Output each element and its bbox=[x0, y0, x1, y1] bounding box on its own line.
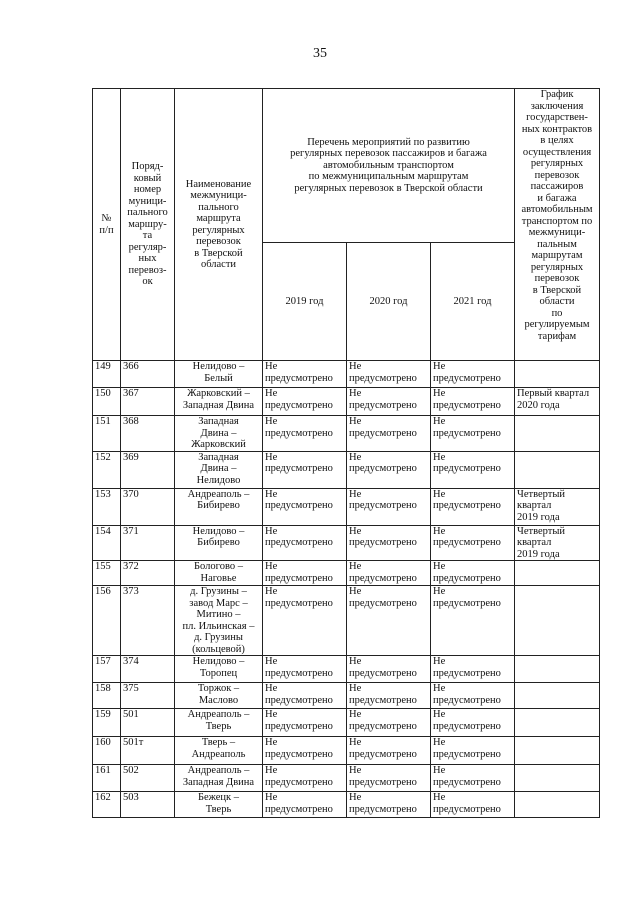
event-2019: Не предусмотрено bbox=[263, 737, 347, 765]
event-2020: Не предусмотрено bbox=[347, 488, 431, 525]
event-2021: Не предусмотрено bbox=[431, 561, 515, 586]
table-row bbox=[93, 388, 600, 416]
table-row bbox=[93, 656, 600, 683]
schedule-cell bbox=[515, 561, 600, 586]
page-number: 35 bbox=[313, 46, 327, 61]
event-2019: Не предусмотрено bbox=[263, 709, 347, 737]
route-name: Нелидово – Торопец bbox=[175, 656, 263, 683]
table-row bbox=[93, 525, 600, 561]
event-2019: Не предусмотрено bbox=[263, 361, 347, 388]
schedule-cell bbox=[515, 416, 600, 452]
event-2020: Не предусмотрено bbox=[347, 451, 431, 488]
route-name: Торжок – Маслово bbox=[175, 683, 263, 709]
row-number: 153 bbox=[93, 488, 121, 525]
header-route-name: Наименование межмуници- пального маршрута регулярных перевозок в Тверской области bbox=[175, 89, 263, 361]
header-events: Перечень мероприятий по развитию регулярных перевозок пассажиров и багажа автомобильным транспортом по межмуниципальным маршрутам регулярных перевозок в Тверской области bbox=[263, 89, 515, 243]
route-number: 372 bbox=[121, 561, 175, 586]
event-2020: Не предусмотрено bbox=[347, 361, 431, 388]
header-schedule: График заключения государствен- ных контрактов в целях осуществления регулярных перевозок пассажиров и багажа автомобильным транспортом по межмуници- пальным маршрутам регулярных перевозок в Тверской области по регулируемым тарифам bbox=[515, 89, 600, 361]
route-number: 501т bbox=[121, 737, 175, 765]
route-name: Андреаполь – Западная Двина bbox=[175, 765, 263, 792]
event-2020: Не предусмотрено bbox=[347, 709, 431, 737]
table-row bbox=[93, 416, 600, 452]
event-2021: Не предусмотрено bbox=[431, 709, 515, 737]
route-number: 501 bbox=[121, 709, 175, 737]
row-number: 159 bbox=[93, 709, 121, 737]
schedule-cell bbox=[515, 586, 600, 656]
event-2021: Не предусмотрено bbox=[431, 451, 515, 488]
route-name: д. Грузины – завод Марс – Митино – пл. Ильинская – д. Грузины (кольцевой) bbox=[175, 586, 263, 656]
event-2021: Не предусмотрено bbox=[431, 361, 515, 388]
table-row bbox=[93, 709, 600, 737]
table-row bbox=[93, 765, 600, 792]
route-name: Бежецк – Тверь bbox=[175, 792, 263, 818]
event-2021: Не предусмотрено bbox=[431, 416, 515, 452]
schedule-cell bbox=[515, 451, 600, 488]
event-2020: Не предусмотрено bbox=[347, 416, 431, 452]
schedule-cell bbox=[515, 709, 600, 737]
route-number: 374 bbox=[121, 656, 175, 683]
event-2021: Не предусмотрено bbox=[431, 656, 515, 683]
event-2021: Не предусмотрено bbox=[431, 388, 515, 416]
route-name: Западная Двина – Нелидово bbox=[175, 451, 263, 488]
schedule-cell bbox=[515, 683, 600, 709]
route-number: 370 bbox=[121, 488, 175, 525]
route-number: 366 bbox=[121, 361, 175, 388]
row-number: 158 bbox=[93, 683, 121, 709]
row-number: 152 bbox=[93, 451, 121, 488]
table-row bbox=[93, 737, 600, 765]
route-name: Тверь – Андреаполь bbox=[175, 737, 263, 765]
routes-table bbox=[92, 88, 600, 818]
schedule-cell bbox=[515, 792, 600, 818]
route-number: 503 bbox=[121, 792, 175, 818]
table-row bbox=[93, 361, 600, 388]
event-2019: Не предусмотрено bbox=[263, 561, 347, 586]
header-num: № п/п bbox=[93, 89, 121, 361]
event-2020: Не предусмотрено bbox=[347, 765, 431, 792]
row-number: 156 bbox=[93, 586, 121, 656]
event-2019: Не предусмотрено bbox=[263, 525, 347, 561]
row-number: 154 bbox=[93, 525, 121, 561]
event-2019: Не предусмотрено bbox=[263, 683, 347, 709]
event-2020: Не предусмотрено bbox=[347, 525, 431, 561]
route-name: Западная Двина – Жарковский bbox=[175, 416, 263, 452]
table-row bbox=[93, 586, 600, 656]
row-number: 150 bbox=[93, 388, 121, 416]
event-2019: Не предусмотрено bbox=[263, 416, 347, 452]
route-number: 371 bbox=[121, 525, 175, 561]
event-2020: Не предусмотрено bbox=[347, 561, 431, 586]
event-2020: Не предусмотрено bbox=[347, 656, 431, 683]
header-year-2019: 2019 год bbox=[263, 243, 347, 361]
row-number: 149 bbox=[93, 361, 121, 388]
route-number: 368 bbox=[121, 416, 175, 452]
event-2021: Не предусмотрено bbox=[431, 683, 515, 709]
table-row bbox=[93, 451, 600, 488]
table-row bbox=[93, 561, 600, 586]
route-name: Андреаполь – Тверь bbox=[175, 709, 263, 737]
schedule-cell bbox=[515, 737, 600, 765]
table-row bbox=[93, 488, 600, 525]
route-name: Андреаполь – Бибирево bbox=[175, 488, 263, 525]
row-number: 160 bbox=[93, 737, 121, 765]
header-year-2021: 2021 год bbox=[431, 243, 515, 361]
row-number: 161 bbox=[93, 765, 121, 792]
event-2019: Не предусмотрено bbox=[263, 586, 347, 656]
row-number: 157 bbox=[93, 656, 121, 683]
schedule-cell: Четвертый квартал 2019 года bbox=[515, 525, 600, 561]
route-name: Нелидово – Бибирево bbox=[175, 525, 263, 561]
event-2021: Не предусмотрено bbox=[431, 792, 515, 818]
event-2019: Не предусмотрено bbox=[263, 656, 347, 683]
event-2019: Не предусмотрено bbox=[263, 792, 347, 818]
event-2021: Не предусмотрено bbox=[431, 488, 515, 525]
event-2019: Не предусмотрено bbox=[263, 765, 347, 792]
event-2019: Не предусмотрено bbox=[263, 488, 347, 525]
event-2019: Не предусмотрено bbox=[263, 451, 347, 488]
schedule-cell: Четвертый квартал 2019 года bbox=[515, 488, 600, 525]
route-number: 369 bbox=[121, 451, 175, 488]
event-2021: Не предусмотрено bbox=[431, 765, 515, 792]
event-2020: Не предусмотрено bbox=[347, 388, 431, 416]
route-name: Бологово – Наговье bbox=[175, 561, 263, 586]
event-2020: Не предусмотрено bbox=[347, 737, 431, 765]
event-2020: Не предусмотрено bbox=[347, 683, 431, 709]
schedule-cell bbox=[515, 765, 600, 792]
event-2021: Не предусмотрено bbox=[431, 737, 515, 765]
schedule-cell bbox=[515, 361, 600, 388]
row-number: 155 bbox=[93, 561, 121, 586]
route-number: 367 bbox=[121, 388, 175, 416]
schedule-cell: Первый квартал 2020 года bbox=[515, 388, 600, 416]
event-2021: Не предусмотрено bbox=[431, 586, 515, 656]
route-number: 502 bbox=[121, 765, 175, 792]
event-2020: Не предусмотрено bbox=[347, 792, 431, 818]
route-number: 373 bbox=[121, 586, 175, 656]
table-row bbox=[93, 792, 600, 818]
event-2021: Не предусмотрено bbox=[431, 525, 515, 561]
row-number: 162 bbox=[93, 792, 121, 818]
header-year-2020: 2020 год bbox=[347, 243, 431, 361]
route-name: Нелидово – Белый bbox=[175, 361, 263, 388]
event-2019: Не предусмотрено bbox=[263, 388, 347, 416]
table-row bbox=[93, 683, 600, 709]
event-2020: Не предусмотрено bbox=[347, 586, 431, 656]
schedule-cell bbox=[515, 656, 600, 683]
row-number: 151 bbox=[93, 416, 121, 452]
route-name: Жарковский – Западная Двина bbox=[175, 388, 263, 416]
route-number: 375 bbox=[121, 683, 175, 709]
header-route-number: Поряд- ковый номер муници- пального маршру- та регуляр- ных перевоз- ок bbox=[121, 89, 175, 361]
